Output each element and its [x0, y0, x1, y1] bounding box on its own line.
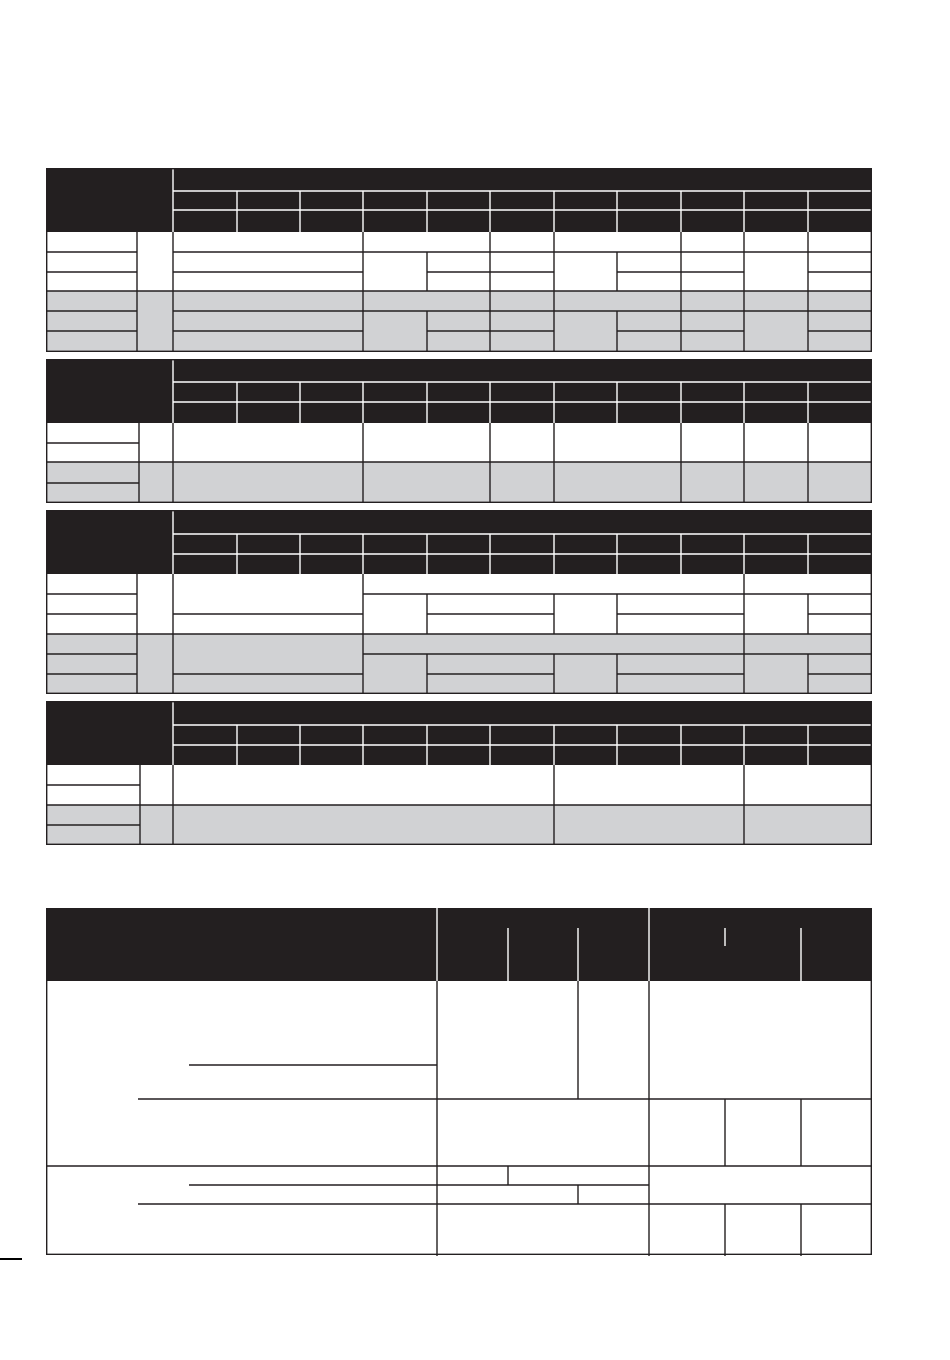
spec-table-3 — [46, 510, 872, 694]
spec-table-5 — [46, 908, 872, 1256]
table-header — [46, 701, 872, 765]
spec-table-1 — [46, 168, 872, 352]
shaded-row-group — [46, 291, 872, 351]
spec-table-2 — [46, 359, 872, 503]
page-edge-mark — [0, 1258, 22, 1260]
shaded-row-group — [46, 805, 872, 845]
table-header — [46, 168, 872, 232]
spec-table-5-grid — [46, 908, 872, 1256]
shaded-row-group — [46, 462, 872, 502]
spec-table-3-grid — [46, 510, 872, 694]
table-header — [46, 908, 872, 981]
table-header — [46, 359, 872, 423]
table-header — [46, 510, 872, 574]
spec-table-1-grid — [46, 168, 872, 352]
spec-table-4-grid — [46, 701, 872, 845]
shaded-row-group — [46, 634, 872, 694]
spec-table-4 — [46, 701, 872, 845]
spec-table-2-grid — [46, 359, 872, 503]
